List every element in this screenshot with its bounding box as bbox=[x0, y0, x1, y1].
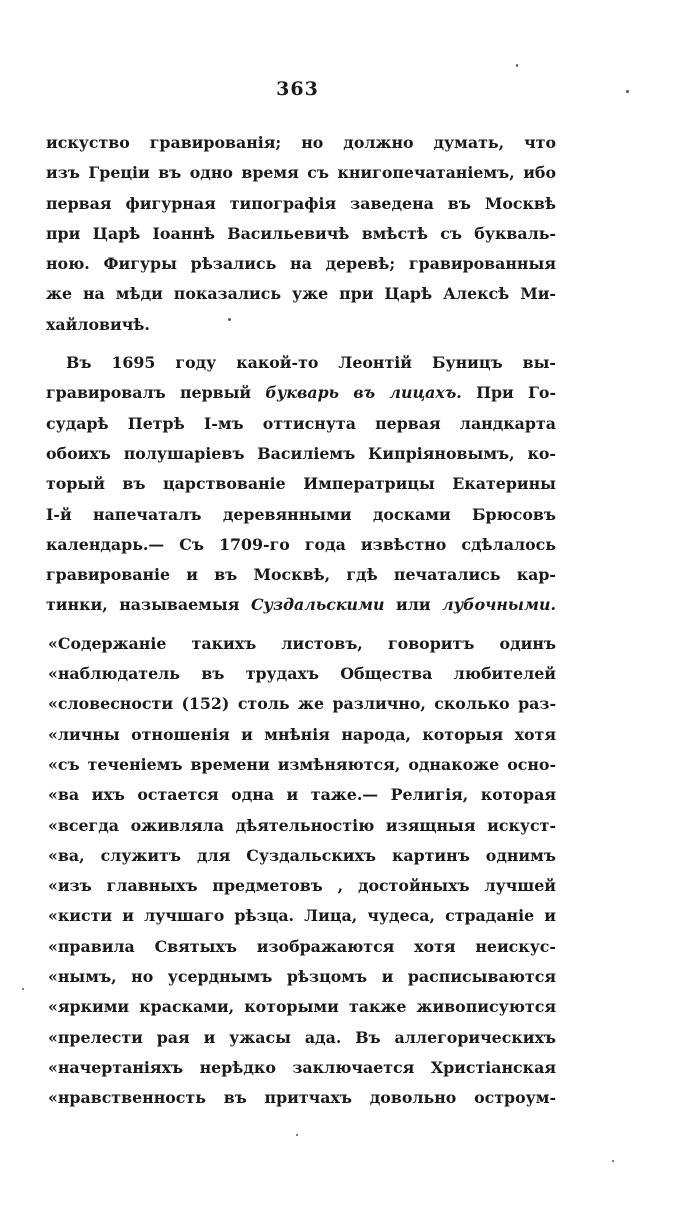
text-line: первая фигурная типографія заведена въ Москвѣ bbox=[46, 193, 556, 213]
text-line: искуство гравированія; но должно думать, что bbox=[46, 133, 556, 152]
page-number: 363 bbox=[276, 78, 319, 100]
text-run: При Го- bbox=[461, 383, 557, 403]
text-line: же на мѣди показались уже при Царѣ Алексѣ Ми- bbox=[46, 284, 556, 304]
text-line: Въ 1695 году какой-то Леонтій Буницъ вы- bbox=[66, 353, 556, 373]
quote-line: «всегда оживляла дѣятельностію изящныя искуст- bbox=[48, 815, 556, 835]
text-line: ною. Фигуры рѣзались на деревѣ; гравированныя bbox=[46, 254, 556, 274]
quote-line: «яркими красками, которыми также живописуются bbox=[48, 997, 556, 1017]
quote-line: «кисти и лучшаго рѣзца. Лица, чудеса, страданіе и bbox=[48, 906, 556, 926]
paragraph-2 bbox=[46, 348, 556, 621]
quote-line: «личны отношенія и мнѣнія народа, которыя хотя bbox=[48, 724, 556, 744]
quote-line: «наблюдатель въ трудахъ Общества любителей bbox=[48, 664, 556, 684]
quote-line: «изъ главныхъ предметовъ , достойныхъ лучшей bbox=[48, 876, 556, 896]
quote-line: «начертаніяхъ нерѣдко заключается Христіанская bbox=[48, 1057, 556, 1077]
quote-line: «словесности (152) столь же различно, сколько раз- bbox=[48, 694, 556, 714]
text-line: хайловичѣ. bbox=[46, 314, 150, 334]
quote-line: «нравственность въ притчахъ довольно остроум- bbox=[48, 1088, 556, 1108]
paragraph-3-quote bbox=[46, 629, 556, 1114]
quote-line: «нымъ, но усерднымъ рѣзцомъ и расписываются bbox=[48, 967, 556, 987]
quote-line: «прелести рая и ужасы ада. Въ аллегорическихъ bbox=[48, 1027, 556, 1047]
text-line: сударѣ Петрѣ І-мъ оттиснута первая ландкарта bbox=[46, 413, 556, 433]
page-body bbox=[46, 128, 556, 1114]
text-line: при Царѣ Іоаннѣ Васильевичѣ вмѣстѣ съ букваль- bbox=[46, 223, 556, 243]
text-line: гравированіе и въ Москвѣ, гдѣ печатались кар- bbox=[46, 565, 556, 585]
italic-term: Суздальскими bbox=[250, 595, 385, 615]
text-line: обоихъ полушаріевъ Василіемъ Кипріяновымъ, ко- bbox=[46, 443, 556, 463]
paragraph-1 bbox=[46, 128, 556, 340]
text-line: календарь.— Съ 1709-го года извѣстно сдѣлалось bbox=[46, 534, 556, 554]
text-line bbox=[46, 378, 556, 408]
quote-line: «Содержаніе такихъ листовъ, говоритъ одинъ bbox=[48, 633, 556, 653]
text-line: изъ Грецiи въ одно время съ книгопечатаніемъ, ибо bbox=[46, 163, 556, 183]
italic-term: лубочными. bbox=[442, 595, 556, 615]
text-run: или bbox=[384, 595, 443, 615]
scan-speck bbox=[228, 318, 231, 321]
scan-speck bbox=[516, 64, 518, 67]
scan-speck bbox=[612, 1160, 614, 1162]
scan-speck bbox=[296, 1134, 298, 1136]
text-line: І-й напечаталъ деревянными досками Брюсовъ bbox=[46, 504, 556, 524]
italic-title: букварь въ лицахъ. bbox=[265, 383, 462, 403]
quote-line: «правила Святыхъ изображаются хотя неискус- bbox=[48, 936, 556, 956]
text-run: тинки, называемыя bbox=[46, 595, 251, 615]
text-line: торый въ царствованіе Императрицы Екатерины bbox=[46, 474, 556, 494]
quote-line: «ва, служитъ для Суздальскихъ картинъ однимъ bbox=[48, 845, 556, 865]
text-run: гравировалъ первый bbox=[46, 383, 266, 403]
text-line bbox=[46, 590, 556, 620]
scan-speck bbox=[22, 988, 24, 990]
quote-line: «ва ихъ остается одна и таже.— Религія, которая bbox=[48, 785, 556, 805]
scan-speck bbox=[626, 90, 629, 93]
quote-line: «съ теченіемъ времени измѣняются, однакоже осно- bbox=[48, 754, 556, 774]
